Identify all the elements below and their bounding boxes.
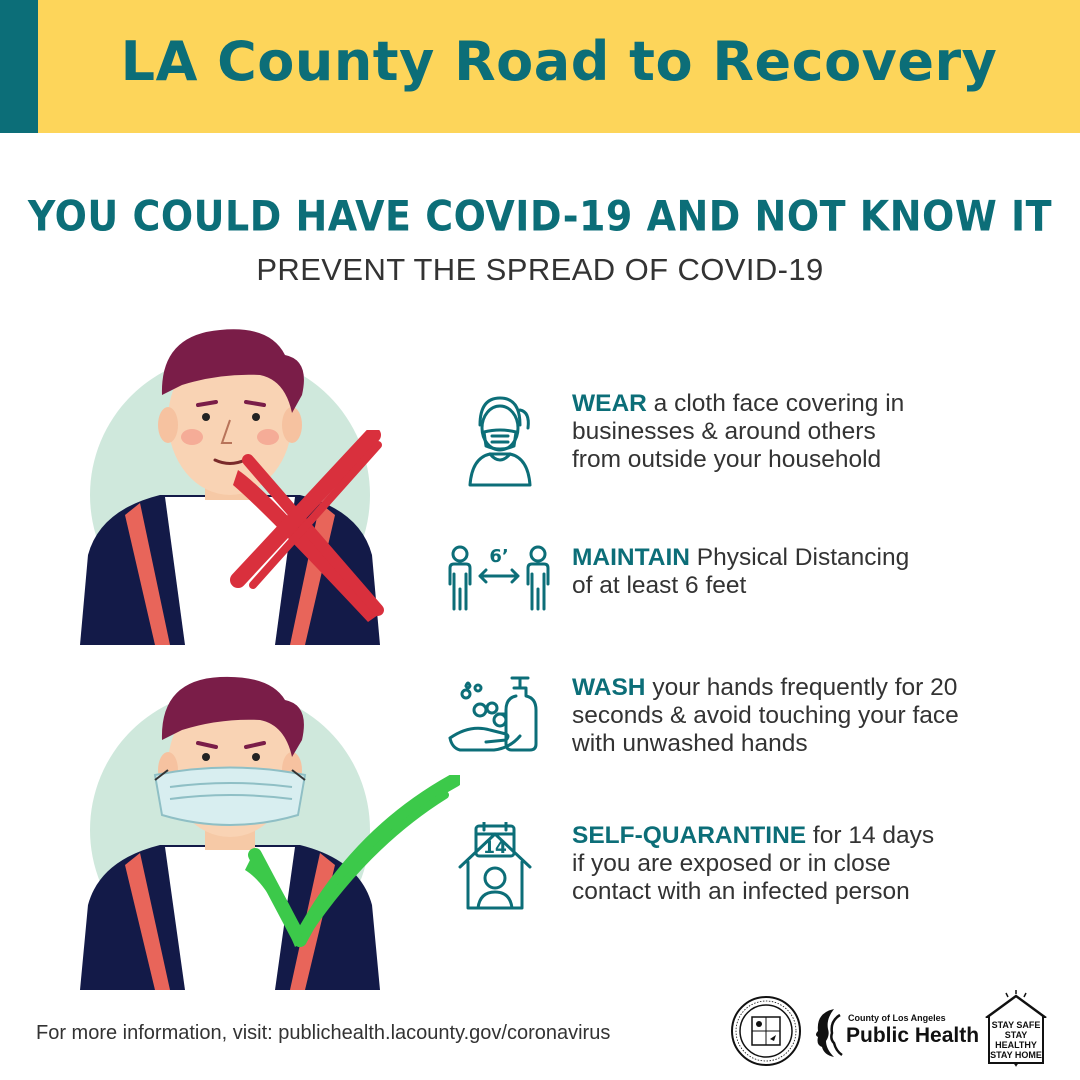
hand-washing-icon [440,674,550,774]
logo-county-text: County of Los Angeles [848,1013,946,1023]
stay-line: STAY HEALTHY [995,1030,1037,1050]
tip-verb: WASH [572,674,646,701]
home-quarantine-calendar-icon [440,822,550,922]
tip-verb: SELF-QUARANTINE [572,822,807,849]
headline: YOU COULD HAVE COVID-19 AND NOT KNOW IT [27,191,1053,241]
stay-line: STAY HOME [990,1050,1042,1060]
tip-line: with unwashed hands [572,730,808,757]
tip-wash-text [572,674,1052,758]
calendar-day-label: 14 [483,838,507,858]
public-health-profile-icon [810,1005,846,1061]
green-check-icon [245,775,460,950]
tip-verb: WEAR [572,390,647,417]
banner-title: LA County Road to Recovery [120,30,998,93]
physical-distance-icon [440,544,550,644]
distance-label: 6’ [489,546,509,567]
tip-line: from outside your household [572,446,882,473]
tip-self-quarantine-text [572,822,1052,906]
tip-line: of at least 6 feet [572,572,747,599]
tip-maintain-text [572,544,1052,600]
tip-line: a cloth face covering in [653,390,905,417]
tip-line: if you are exposed or in close [572,850,891,877]
subheadline: PREVENT THE SPREAD OF COVID-19 [256,252,824,287]
tip-self-quarantine [440,822,1060,932]
county-seal-icon [730,995,802,1067]
logo-public-health-text: Public Health [846,1024,980,1047]
tip-line: Physical Distancing [696,544,910,571]
tip-wear [440,390,1060,500]
footer-info-text: For more information, visit: publichealth.lacounty.gov/coronavirus [36,1022,611,1044]
tip-line: your hands frequently for 20 [652,674,958,701]
banner-accent-stripe [0,0,38,133]
tip-wash [440,674,1060,784]
tip-line: for 14 days [812,822,935,849]
stay-safe-badge [984,990,1048,1069]
tip-verb: MAINTAIN [572,544,690,571]
public-health-logo [810,1005,978,1061]
red-cross-icon [228,430,388,622]
tip-maintain [440,544,1060,654]
stay-line: STAY SAFE [991,1020,1041,1030]
tip-line: seconds & avoid touching your face [572,702,959,729]
header-banner [0,0,1080,133]
tip-line: contact with an infected person [572,878,910,905]
face-mask-person-icon [440,390,550,490]
tip-line: businesses & around others [572,418,876,445]
tip-wear-text [572,390,1052,474]
stay-safe-box [988,1016,1044,1069]
heart-icon: ♥ [1013,1060,1019,1069]
